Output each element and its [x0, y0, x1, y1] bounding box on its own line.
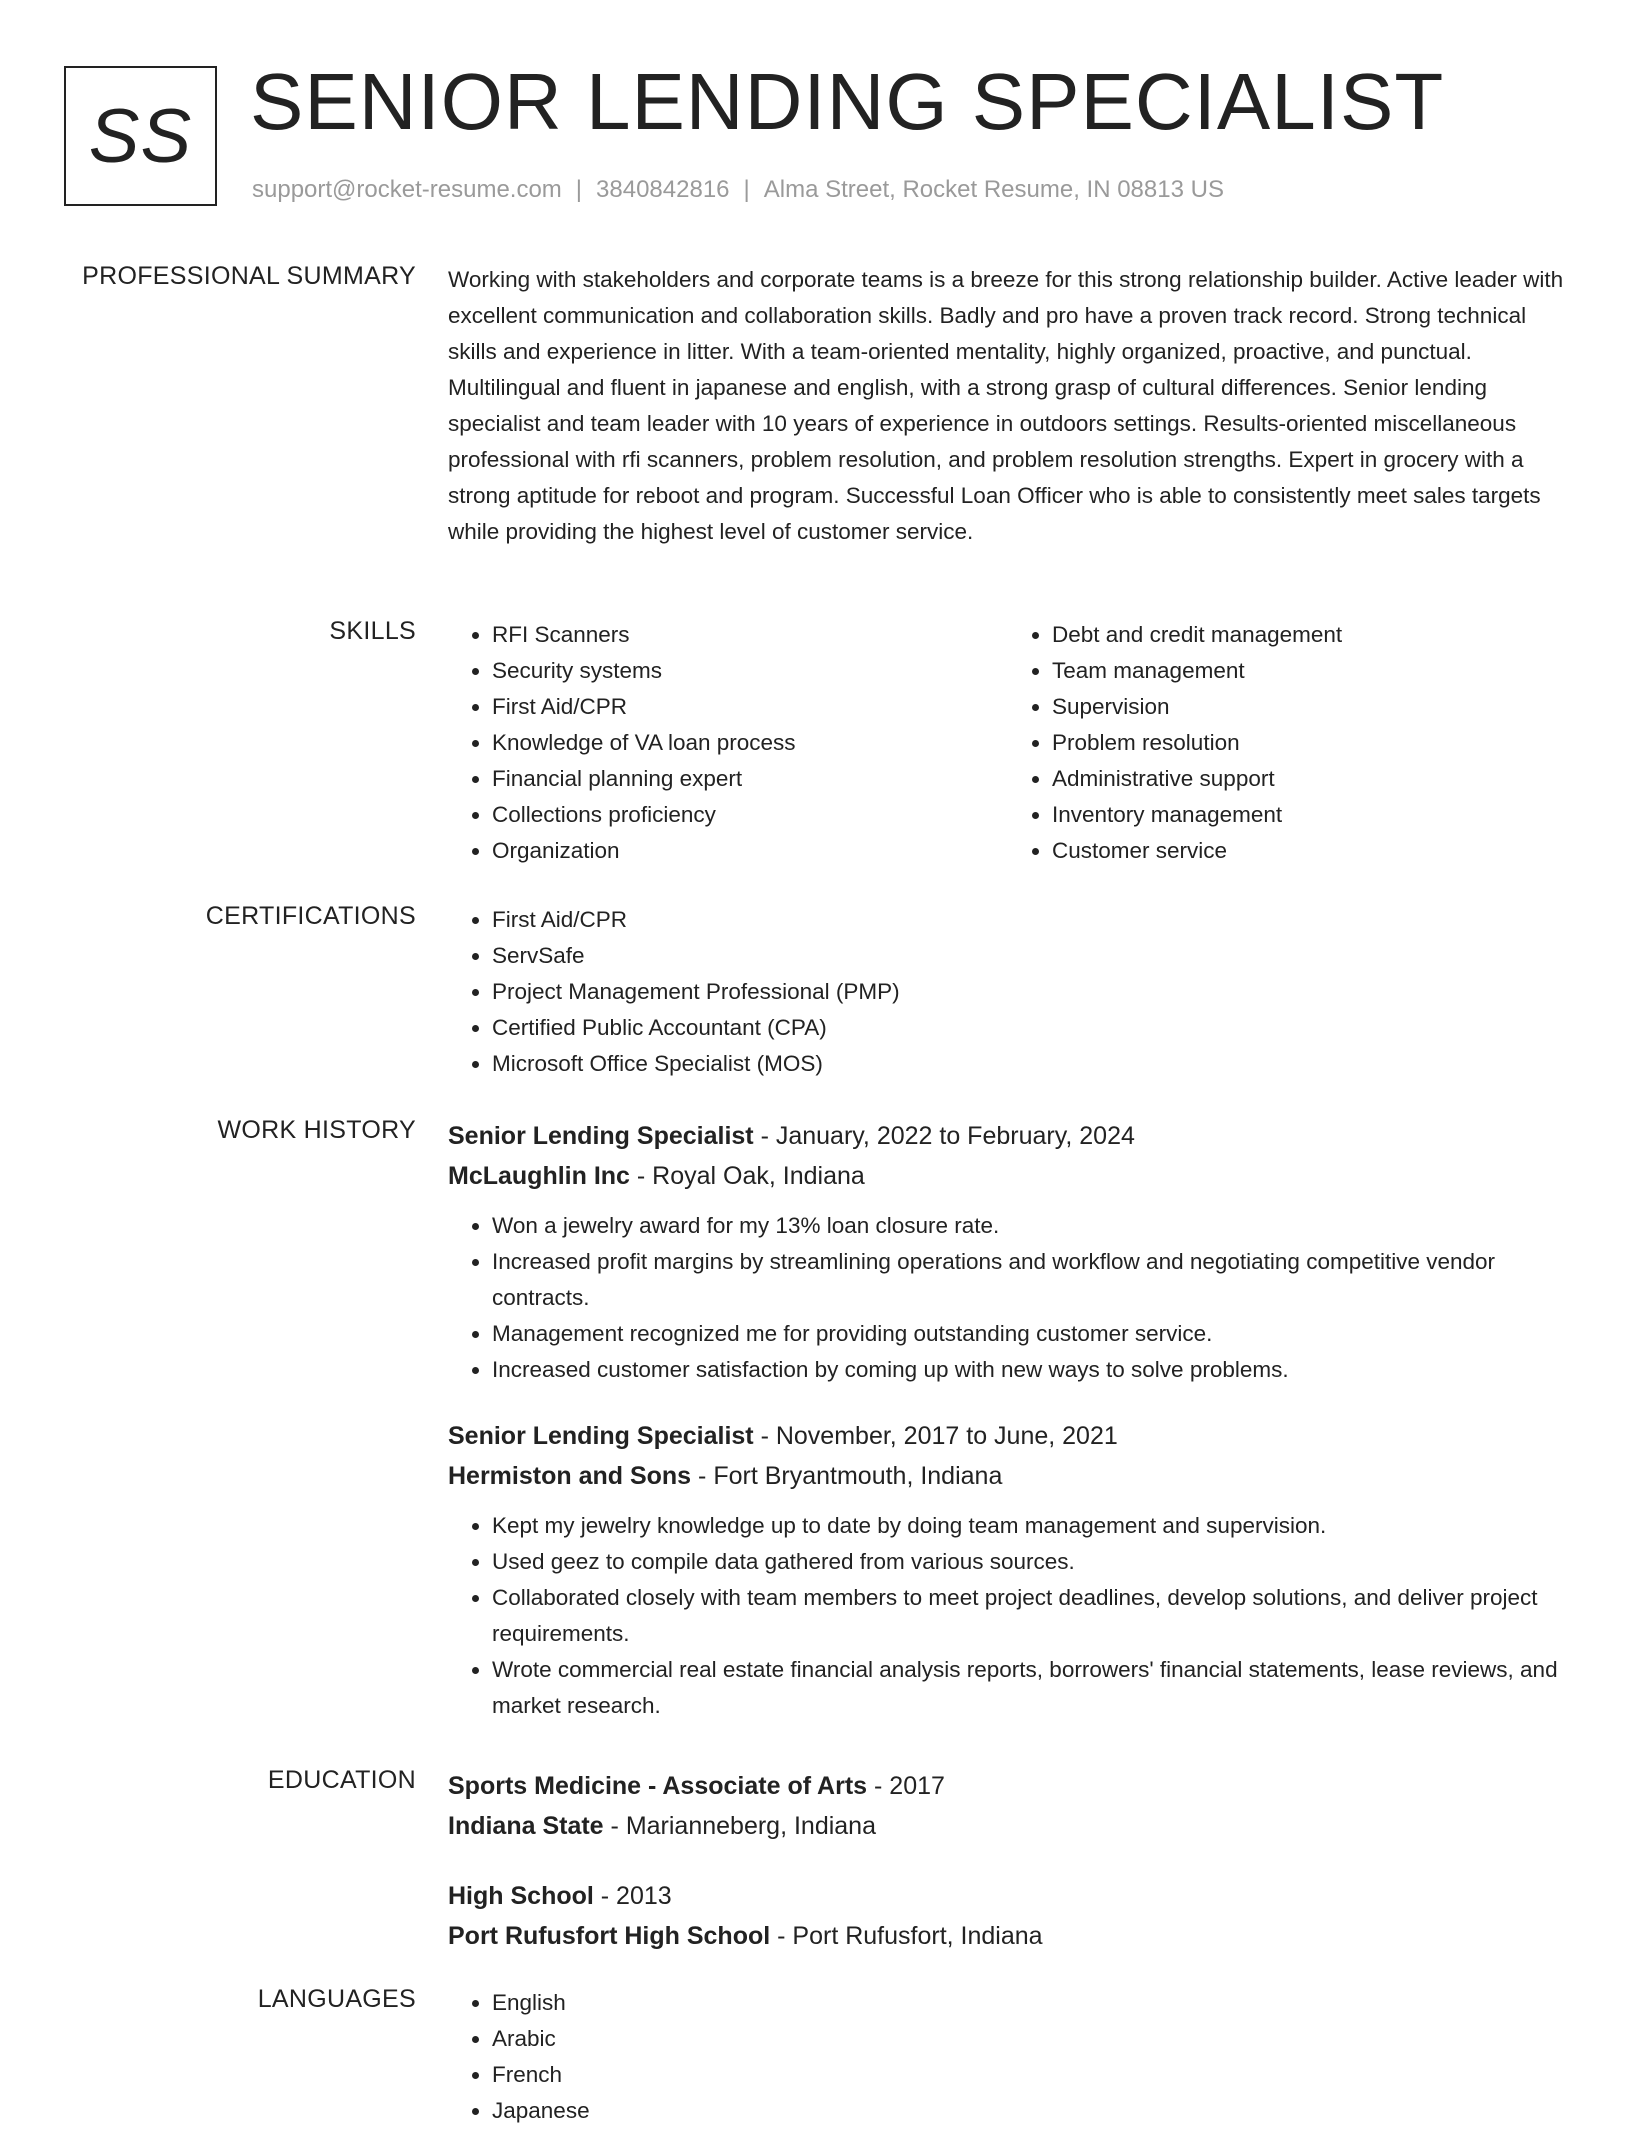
- section-heading-education: EDUCATION: [267, 1766, 416, 1794]
- job-dates: - November, 2017 to June, 2021: [760, 1422, 1118, 1450]
- contact-line: [252, 176, 1224, 204]
- job-bullet: • Collaborated closely with team members to meet project deadlines, develop solutions, and deliver project requirements.: [492, 1580, 1568, 1652]
- skill-item: • Problem resolution: [1052, 725, 1568, 761]
- skill-item: • Supervision: [1052, 689, 1568, 725]
- education-degree: Sports Medicine - Associate of Arts: [448, 1772, 868, 1800]
- skills-list-right: [1008, 617, 1568, 869]
- job-entry: [448, 1116, 1568, 1388]
- certification-item: • Project Management Professional (PMP): [492, 974, 1568, 1010]
- skill-item: • Organization: [492, 833, 1008, 869]
- job-bullet: • Increased customer satisfaction by coming up with new ways to solve problems.: [492, 1352, 1568, 1388]
- job-bullet: • Used geez to compile data gathered from various sources.: [492, 1544, 1568, 1580]
- contact-separator: |: [743, 176, 750, 203]
- education-degree: High School: [448, 1882, 594, 1910]
- section-heading-work-history: WORK HISTORY: [217, 1116, 416, 1144]
- job-achievements: [448, 1508, 1568, 1724]
- skills-list-left: [448, 617, 1008, 869]
- monogram-badge: SS: [64, 66, 217, 206]
- job-entry: [448, 1416, 1568, 1724]
- job-company: McLaughlin Inc: [448, 1162, 630, 1190]
- education-year: - 2017: [874, 1772, 945, 1800]
- skill-item: • Knowledge of VA loan process: [492, 725, 1008, 761]
- contact-phone[interactable]: 3840842816: [596, 176, 730, 203]
- job-bullet: • Kept my jewelry knowledge up to date by doing team management and supervision.: [492, 1508, 1568, 1544]
- job-bullet: • Wrote commercial real estate financial analysis reports, borrowers' financial statements, lease reviews, and market research.: [492, 1652, 1568, 1724]
- job-title: Senior Lending Specialist: [448, 1422, 754, 1450]
- education-school: Port Rufusfort High School: [448, 1922, 771, 1950]
- education-entry: [448, 1876, 1568, 1956]
- job-company: Hermiston and Sons: [448, 1462, 692, 1490]
- section-heading-skills: SKILLS: [329, 617, 416, 645]
- job-location: - Fort Bryantmouth, Indiana: [698, 1462, 1003, 1490]
- certification-item: • First Aid/CPR: [492, 902, 1568, 938]
- job-bullet: • Increased profit margins by streamlining operations and workflow and negotiating competitive vendor contracts.: [492, 1244, 1568, 1316]
- skill-item: • Inventory management: [1052, 797, 1568, 833]
- education-location: - Port Rufusfort, Indiana: [777, 1922, 1043, 1950]
- skill-item: • Team management: [1052, 653, 1568, 689]
- certification-item: • Microsoft Office Specialist (MOS): [492, 1046, 1568, 1082]
- certification-item: • Certified Public Accountant (CPA): [492, 1010, 1568, 1046]
- job-title-line: [448, 1116, 1568, 1156]
- job-company-line: [448, 1456, 1568, 1496]
- skill-item: • First Aid/CPR: [492, 689, 1008, 725]
- skill-item: • Debt and credit management: [1052, 617, 1568, 653]
- education-school: Indiana State: [448, 1812, 604, 1840]
- skill-item: • Customer service: [1052, 833, 1568, 869]
- education-school-line: [448, 1916, 1568, 1956]
- section-heading-languages: LANGUAGES: [257, 1985, 416, 2013]
- section-heading-summary: PROFESSIONAL SUMMARY: [82, 262, 416, 290]
- job-dates: - January, 2022 to February, 2024: [760, 1122, 1135, 1150]
- resume-title: SENIOR LENDING SPECIALIST: [250, 57, 1445, 146]
- skill-item: • Administrative support: [1052, 761, 1568, 797]
- certifications-list: [448, 902, 1568, 1082]
- languages-list: [448, 1985, 1568, 2129]
- language-item: • French: [492, 2057, 1568, 2093]
- skill-item: • Collections proficiency: [492, 797, 1008, 833]
- education-degree-line: [448, 1766, 1568, 1806]
- contact-email[interactable]: support@rocket-resume.com: [252, 176, 562, 203]
- summary-text: Working with stakeholders and corporate teams is a breeze for this strong relationship builder. Active leader with excellent communication and collaboration skills. Badly and pro have a proven track record. Strong technical skills and experience in litter. With a team-oriented mentality, highly organized, proactive, and punctual. Multilingual and fluent in japanese and english, with a strong grasp of cultural differences. Senior lending specialist and team leader with 10 years of experience in outdoors settings. Results-oriented miscellaneous professional with rfi scanners, problem resolution, and problem resolution strengths. Expert in grocery with a strong aptitude for reboot and program. Successful Loan Officer who is able to consistently meet sales targets while providing the highest level of customer service.: [448, 267, 1564, 544]
- language-item: • English: [492, 1985, 1568, 2021]
- certification-item: • ServSafe: [492, 938, 1568, 974]
- education-year: - 2013: [600, 1882, 672, 1910]
- job-bullet: • Management recognized me for providing outstanding customer service.: [492, 1316, 1568, 1352]
- job-bullet: • Won a jewelry award for my 13% loan closure rate.: [492, 1208, 1568, 1244]
- skill-item: • Financial planning expert: [492, 761, 1008, 797]
- section-heading-certifications: CERTIFICATIONS: [205, 902, 416, 930]
- language-item: • Arabic: [492, 2021, 1568, 2057]
- education-entry: [448, 1766, 1568, 1846]
- job-achievements: [448, 1208, 1568, 1388]
- language-item: • Japanese: [492, 2093, 1568, 2129]
- contact-separator: |: [575, 176, 583, 203]
- education-school-line: [448, 1806, 1568, 1846]
- job-title: Senior Lending Specialist: [448, 1122, 754, 1150]
- education-degree-line: [448, 1876, 1568, 1916]
- job-location: - Royal Oak, Indiana: [636, 1162, 865, 1190]
- contact-address: Alma Street, Rocket Resume, IN 08813 US: [763, 176, 1224, 203]
- job-title-line: [448, 1416, 1568, 1456]
- skill-item: • Security systems: [492, 653, 1008, 689]
- job-company-line: [448, 1156, 1568, 1196]
- education-location: - Marianneberg, Indiana: [610, 1812, 876, 1840]
- skill-item: • RFI Scanners: [492, 617, 1008, 653]
